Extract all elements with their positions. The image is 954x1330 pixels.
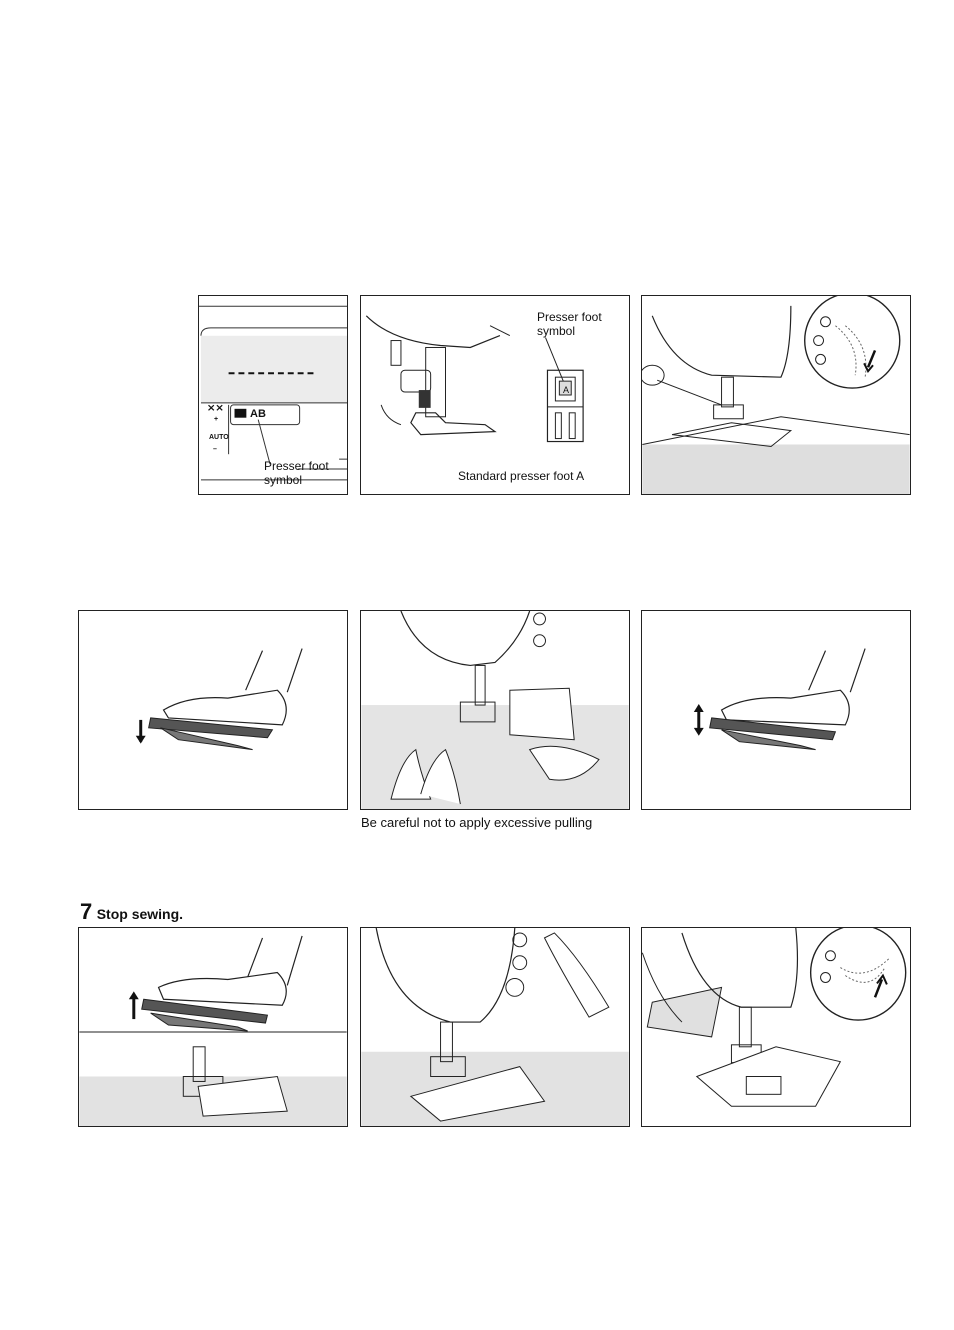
sewing-guide-illustration: [361, 611, 629, 809]
presser-foot-symbol-label-line1: Presser foot: [537, 310, 602, 324]
foot-letter: A: [563, 385, 570, 395]
foot-pedal-adjust-panel: [641, 610, 911, 810]
auto-label: AUTO: [209, 434, 229, 441]
foot-release-illustration: [79, 928, 347, 1126]
pulling-caution-caption: Be careful not to apply excessive pulling: [361, 815, 593, 830]
foot-pedal-press-panel: [78, 610, 348, 810]
thread-cut-illustration: [642, 928, 910, 1126]
thread-pull-panel: [641, 295, 911, 495]
presser-foot-symbol-label-line1: Presser foot: [264, 459, 329, 473]
lcd-display-panel: [198, 295, 348, 495]
plus-label: +: [214, 416, 219, 423]
step-title: Stop sewing.: [96, 906, 184, 922]
sewing-guide-panel: [360, 610, 630, 810]
foot-pedal-press-illustration: [79, 611, 347, 809]
thread-cut-panel: [641, 927, 911, 1127]
presser-foot-symbol-label-line2: symbol: [264, 473, 303, 487]
foot-pedal-adjust-illustration: [642, 611, 910, 809]
reverse-button-panel: [360, 927, 630, 1127]
minus-label: –: [213, 446, 217, 453]
thread-pull-illustration: [642, 296, 910, 494]
step-heading: [80, 899, 183, 925]
lcd-foot-code: AB: [250, 408, 266, 420]
step-number: 7: [80, 899, 93, 924]
standard-presser-foot-caption: Standard presser foot A: [458, 469, 585, 483]
presser-foot-illustration: [361, 296, 629, 494]
stitch-width-icon: ⨯⨯: [207, 403, 224, 414]
presser-foot-symbol-label-line2: symbol: [537, 324, 576, 338]
reverse-button-illustration: [361, 928, 629, 1126]
presser-foot-panel: [360, 295, 630, 495]
foot-release-panel: [78, 927, 348, 1127]
